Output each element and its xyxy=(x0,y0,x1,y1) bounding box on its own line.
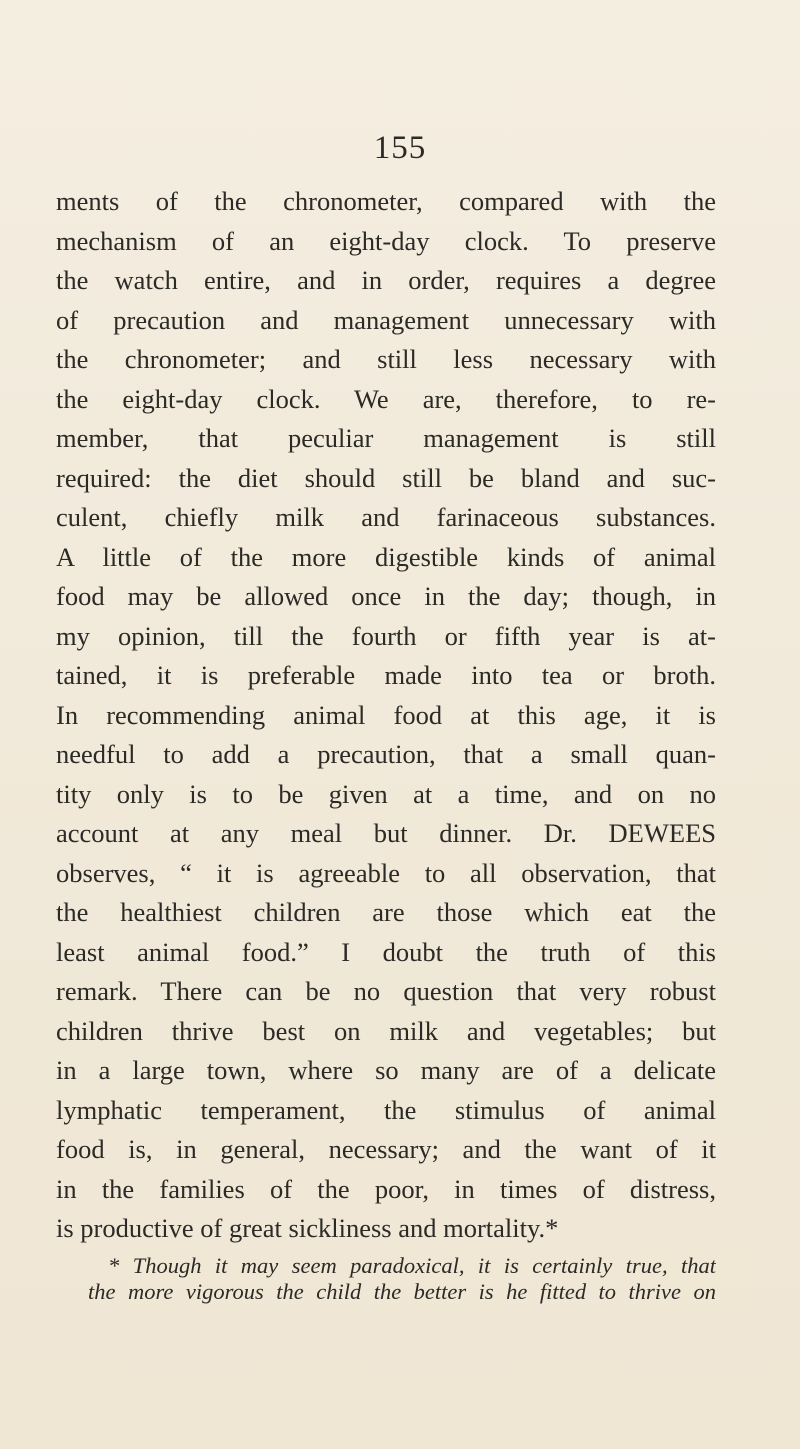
text-line: the eight-day clock. We are, therefore, to re- xyxy=(56,383,716,414)
text-line: culent, chiefly milk and farinaceous substances. xyxy=(56,502,716,532)
text-line: children thrive best on milk and vegetables; but xyxy=(56,1015,716,1046)
text-line: tity only is to be given at a time, and on no xyxy=(56,778,716,809)
text-line: food is, in general, necessary; and the want of it xyxy=(56,1134,716,1164)
text-line: the chronometer; and still less necessary with xyxy=(56,344,716,374)
text-line: ments of the chronometer, compared with the xyxy=(56,186,716,216)
text-line: In recommending animal food at this age, it is xyxy=(56,699,716,730)
text-line: food may be allowed once in the day; though, in xyxy=(56,581,716,611)
page-number: 155 xyxy=(373,130,427,166)
text-line: is productive of great sickliness and mortality.* xyxy=(56,1213,559,1243)
body-text xyxy=(56,182,716,1249)
text-line: the healthiest children are those which eat the xyxy=(56,897,716,927)
text-line: of precaution and management unnecessary with xyxy=(56,304,716,335)
footnote-line: the more vigorous the child the better is he fitted to thrive on xyxy=(88,1279,716,1304)
text-line: A little of the more digestible kinds of animal xyxy=(56,541,716,572)
text-line: in a large town, where so many are of a delicate xyxy=(56,1055,716,1085)
text-line: observes, “ it is agreeable to all observation, that xyxy=(56,857,716,888)
text-line: my opinion, till the fourth or fifth year is at- xyxy=(56,620,716,651)
text-line: mechanism of an eight-day clock. To preserve xyxy=(56,225,716,256)
text-line: remark. There can be no question that very robust xyxy=(56,976,716,1006)
text-line: account at any meal but dinner. Dr. DEWEES xyxy=(56,818,716,848)
text-line: required: the diet should still be bland and suc- xyxy=(56,462,716,493)
text-line: least animal food.” I doubt the truth of this xyxy=(56,936,716,967)
text-line: tained, it is preferable made into tea or broth. xyxy=(56,660,716,690)
text-line: the watch entire, and in order, requires a degree xyxy=(56,265,716,295)
footnote-line: * Though it may seem paradoxical, it is certainly true, that xyxy=(108,1253,716,1278)
text-line: in the families of the poor, in times of distress, xyxy=(56,1173,716,1204)
text-line: needful to add a precaution, that a small quan- xyxy=(56,739,716,769)
text-line: lymphatic temperament, the stimulus of animal xyxy=(56,1094,716,1125)
text-line: member, that peculiar management is still xyxy=(56,423,716,453)
footnote xyxy=(88,1253,716,1305)
